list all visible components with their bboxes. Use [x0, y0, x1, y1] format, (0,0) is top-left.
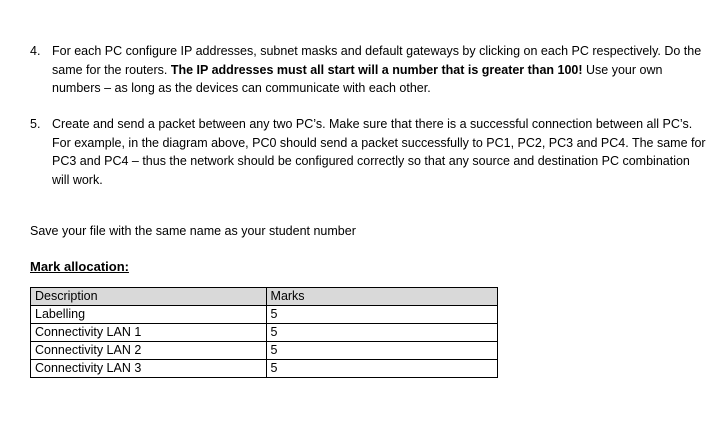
mark-allocation-heading: Mark allocation: [30, 259, 129, 274]
item-text: Create and send a packet between any two PC’s. Make sure that there is a successful connection between all PC’s. For example, in the diagram above, PC0 should send a packet successfully to PC1, PC2, PC3 and PC4. The same for PC3 and PC4 – thus the network should be configured correctly so that any source and destination PC combination will work. [52, 117, 706, 187]
item-text-part: Use your own numbers – as long as the devices can communicate with each other. [52, 62, 663, 95]
item-text [52, 42, 710, 98]
row-marks: 5 [266, 324, 497, 342]
row-description: Connectivity LAN 1 [31, 324, 267, 342]
row-description: Connectivity LAN 3 [31, 360, 267, 378]
bold-requirement: The IP addresses must all start will a number that is greater than 100! [170, 62, 583, 77]
item-number: 4. [30, 44, 41, 58]
mark-allocation-table [30, 287, 498, 378]
item-text-part: For each PC configure IP addresses, subnet masks and default gateways by clicking on each PC respectively. Do the same for the routers. [52, 44, 702, 77]
item-number: 5. [30, 117, 41, 131]
table-row [31, 324, 498, 342]
row-description: Connectivity LAN 2 [31, 342, 267, 360]
table-header-row [31, 288, 498, 306]
row-marks: 5 [266, 360, 497, 378]
save-instruction: Save your file with the same name as your student number [30, 224, 356, 238]
table-row [31, 360, 498, 378]
table-row [31, 306, 498, 324]
instruction-item-4 [30, 42, 710, 98]
instruction-item-5 [30, 115, 710, 189]
header-marks: Marks [266, 288, 497, 306]
row-marks: 5 [266, 306, 497, 324]
row-description: Labelling [31, 306, 267, 324]
header-description: Description [31, 288, 267, 306]
table-row [31, 342, 498, 360]
row-marks: 5 [266, 342, 497, 360]
